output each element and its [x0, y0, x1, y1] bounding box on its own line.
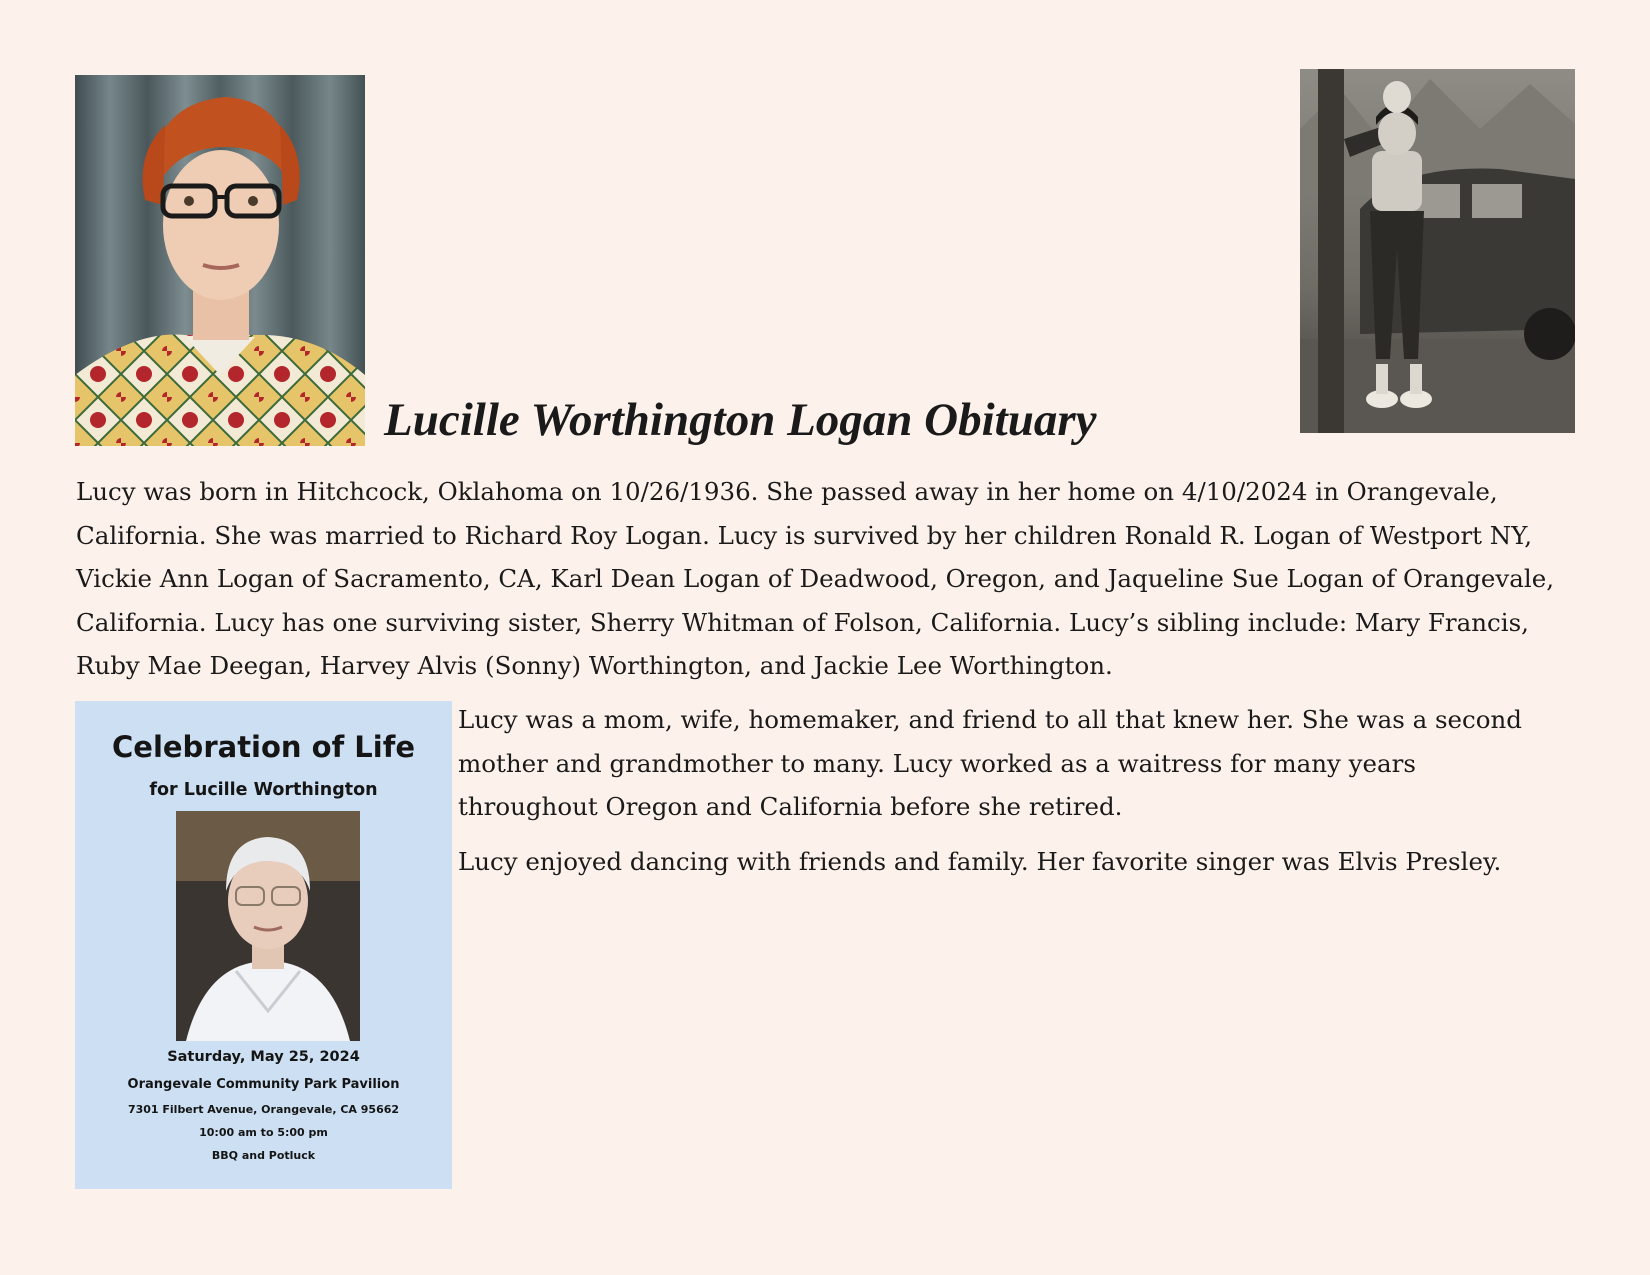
obituary-paragraph-interests: Lucy enjoyed dancing with friends and family. Her favorite singer was Elvis Presley.: [458, 847, 1502, 876]
flyer-subtitle: for Lucille Worthington: [149, 780, 378, 800]
celebration-of-life-flyer: [75, 701, 452, 1189]
page-title: Lucille Worthington Logan Obituary: [384, 394, 1097, 446]
flyer-time: 10:00 am to 5:00 pm: [199, 1126, 328, 1139]
flyer-photo: [176, 811, 360, 1041]
flyer-date: Saturday, May 25, 2024: [167, 1049, 360, 1065]
vintage-photo: [1300, 69, 1575, 433]
flyer-address: 7301 Filbert Avenue, Orangevale, CA 95662: [127, 1103, 400, 1116]
flyer-venue: Orangevale Community Park Pavilion: [127, 1077, 400, 1092]
flyer-food: BBQ and Potluck: [211, 1149, 316, 1162]
obituary-paragraph-life: Lucy was a mom, wife, homemaker, and friend to all that knew her. She was a second mother and grandmother to many. Lucy worked as a waitress for many years throughout Oregon and California before she retired.: [458, 705, 1522, 821]
flyer-title: Celebration of Life: [112, 730, 415, 764]
obituary-paragraph-family: Lucy was born in Hitchcock, Oklahoma on 10/26/1936. She passed away in her home on 4/10/2024 in Orangevale, California. She was married to Richard Roy Logan. Lucy is survived by her children Ronald R. Logan of Westport NY, Vickie Ann Logan of Sacramento, CA, Karl Dean Logan of Deadwood, Oregon, and Jaqueline Sue Logan of Orangevale, California. Lucy has one surviving sister, Sherry Whitman of Folson, California. Lucy’s sibling include: Mary Francis, Ruby Mae Deegan, Harvey Alvis (Sonny) Worthington, and Jackie Lee Worthington.: [76, 477, 1554, 680]
portrait-photo: [75, 75, 365, 446]
